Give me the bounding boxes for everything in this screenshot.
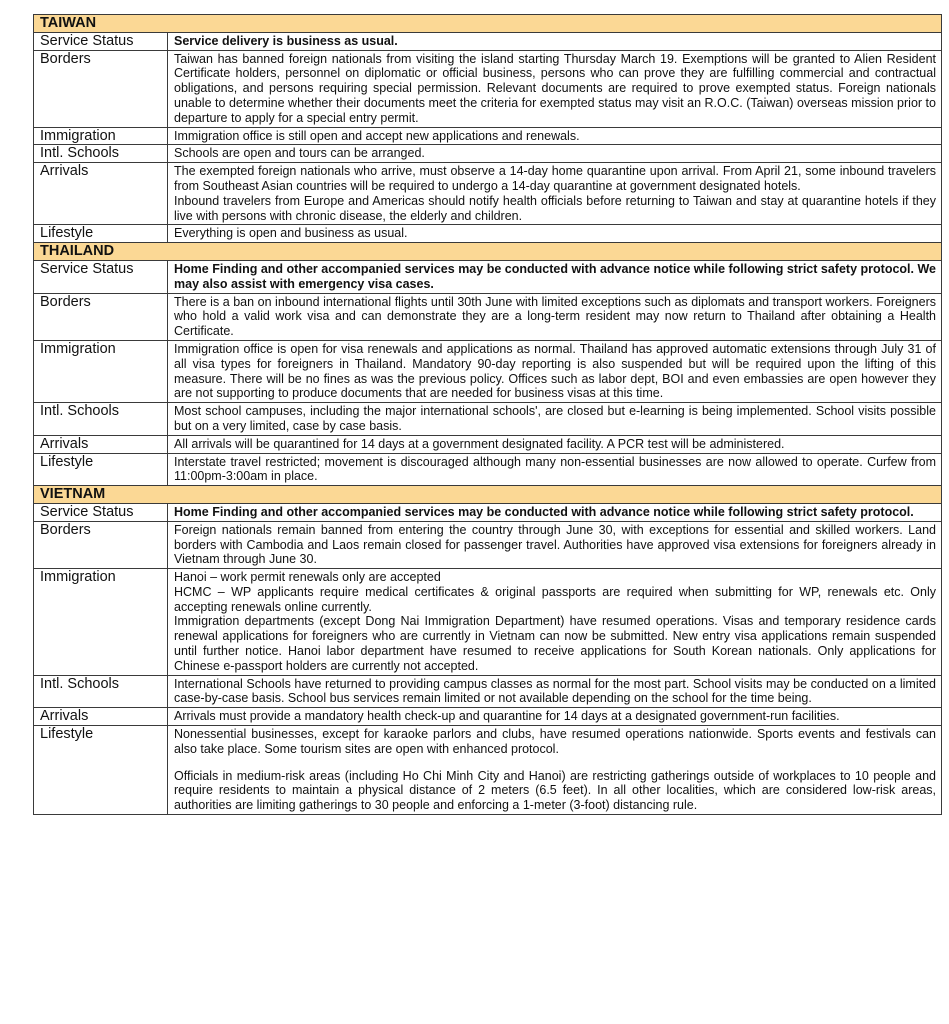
row-label: Lifestyle (34, 453, 168, 486)
row-borders (34, 293, 942, 340)
row-label: Borders (34, 293, 168, 340)
country-header-vietnam (34, 486, 942, 504)
paragraph: Hanoi – work permit renewals only are accepted (174, 570, 441, 585)
row-label: Arrivals (34, 163, 168, 225)
row-label: Arrivals (34, 708, 168, 726)
row-label: Immigration (34, 569, 168, 676)
row-text: Arrivals must provide a mandatory health check-up and quarantine for 14 days at a designated government-run facilities. (168, 708, 942, 726)
row-text: All arrivals will be quarantined for 14 days at a government designated facility. A PCR test will be administered. (168, 435, 942, 453)
row-text: Taiwan has banned foreign nationals from visiting the island starting Thursday March 19. Exemptions will be granted to Alien Resident Certificate holders, personnel on diplomatic or official business, persons who can prove they are fulfilling commercial and contractual obligations, and persons requiring special permission. Relevant documents are required to prove exempted status. Foreign nationals unable to determine whether their documents meet the criteria for exempted status may visit an R.O.C. (Taiwan) overseas mission prior to departure to apply for a special entry permit. (168, 50, 942, 127)
row-label: Intl. Schools (34, 403, 168, 436)
row-intl-schools (34, 675, 942, 708)
country-header-taiwan (34, 15, 942, 33)
row-intl-schools (34, 403, 942, 436)
row-label: Service Status (34, 260, 168, 293)
row-arrivals (34, 708, 942, 726)
row-label: Intl. Schools (34, 675, 168, 708)
row-label: Arrivals (34, 435, 168, 453)
row-immigration (34, 340, 942, 402)
paragraph: Inbound travelers from Europe and Americas should notify health officials before returning to Taiwan and stay at quarantine hotels if they live with persons with chronic disease, the elderly and children. (174, 193, 936, 223)
row-text: Schools are open and tours can be arranged. (168, 145, 942, 163)
row-label: Immigration (34, 127, 168, 145)
row-label: Intl. Schools (34, 145, 168, 163)
row-text: Immigration office is still open and accept new applications and renewals. (168, 127, 942, 145)
row-borders (34, 521, 942, 568)
row-text: Immigration office is open for visa renewals and applications as normal. Thailand has approved automatic extensions through July 31 of all visa types for foreigners in Thailand. Mandatory 90-day reporting is also suspended but will be required upon the lifting of this measure. There will be no fines as was the previous policy. Offices such as labor dept, BOI and even embassies are open however they are not supporting to produce documents that are needed for business visas at this time. (168, 340, 942, 402)
row-text: Home Finding and other accompanied services may be conducted with advance notice while following strict safety protocol. (168, 503, 942, 521)
country-name: THAILAND (34, 243, 942, 261)
row-text: International Schools have returned to providing campus classes as normal for the most part. School visits may be conducted on a limited case-by-case basis. School bus services remain limited or not available depending on the school for the time being. (168, 675, 942, 708)
row-label: Immigration (34, 340, 168, 402)
row-arrivals (34, 163, 942, 225)
paragraph: The exempted foreign nationals who arrive, must observe a 14-day home quarantine upon arrival. From April 21, some inbound travelers from Southeast Asian countries will be required to undergo a 14-day quarantine at government designated hotels. (174, 164, 936, 193)
country-header-thailand (34, 243, 942, 261)
paragraph-spacer (174, 757, 936, 769)
paragraph: HCMC – WP applicants require medical certificates & original passports are required when submitting for WP, renewals etc. Only accepting renewals online currently. (174, 584, 936, 614)
row-text: Interstate travel restricted; movement is discouraged although many non-essential businesses are now allowed to operate. Curfew from 11:00pm-3:00am in place. (168, 453, 942, 486)
row-label: Lifestyle (34, 225, 168, 243)
paragraph: Officials in medium-risk areas (including Ho Chi Minh City and Hanoi) are restricting gatherings outside of workplaces to 10 people and require residents to maintain a physical distance of 2 meters (6.5 feet). In all other localities, which are considered low-risk areas, authorities are limiting gatherings to 30 people and enforcing a 1-meter (3-foot) distancing rule. (174, 768, 936, 813)
row-text: Most school campuses, including the major international schools', are closed but e-learning is being implemented. School visits possible but on a very limited, case by case basis. (168, 403, 942, 436)
row-service-status (34, 32, 942, 50)
row-immigration (34, 127, 942, 145)
row-label: Lifestyle (34, 726, 168, 815)
row-text: Home Finding and other accompanied services may be conducted with advance notice while following strict safety protocol. We may also assist with emergency visa cases. (168, 260, 942, 293)
paragraph: Immigration departments (except Dong Nai Immigration Department) have resumed operations. Visas and temporary residence cards renewal applications for foreigners who are currently in Vietnam can now be submitted. New entry visa applications remain suspended until further notice. Hanoi labor department have resumed to receive applications for South Korean nationals. Only applications for Chinese e-passport holders are currently not accepted. (174, 614, 936, 673)
row-text: Everything is open and business as usual. (168, 225, 942, 243)
row-service-status (34, 260, 942, 293)
row-lifestyle (34, 225, 942, 243)
row-text (168, 726, 942, 815)
row-lifestyle (34, 453, 942, 486)
country-name: TAIWAN (34, 15, 942, 33)
row-label: Service Status (34, 32, 168, 50)
row-borders (34, 50, 942, 127)
row-label: Service Status (34, 503, 168, 521)
paragraph: Nonessential businesses, except for karaoke parlors and clubs, have resumed operations nationwide. Sports events and festivals can also take place. Some tourism sites are open with enhanced protocol. (174, 727, 936, 756)
row-text: Foreign nationals remain banned from entering the country through June 30, with exceptions for essential and skilled workers. Land borders with Cambodia and Laos remain closed for passenger travel. Authorities have approved visa extensions for foreigners already in Vietnam through June 30. (168, 521, 942, 568)
row-text (168, 569, 942, 676)
row-label: Borders (34, 50, 168, 127)
row-text: Service delivery is business as usual. (168, 32, 942, 50)
row-label: Borders (34, 521, 168, 568)
row-intl-schools (34, 145, 942, 163)
row-immigration (34, 569, 942, 676)
row-text (168, 163, 942, 225)
country-status-table (33, 14, 942, 815)
row-service-status (34, 503, 942, 521)
row-text: There is a ban on inbound international flights until 30th June with limited exceptions such as diplomats and transport workers. Foreigners who hold a valid work visa and can demonstrate they are a long-term resident may now return to Thailand after obtaining a Health Certificate. (168, 293, 942, 340)
row-arrivals (34, 435, 942, 453)
row-lifestyle (34, 726, 942, 815)
country-name: VIETNAM (34, 486, 942, 504)
